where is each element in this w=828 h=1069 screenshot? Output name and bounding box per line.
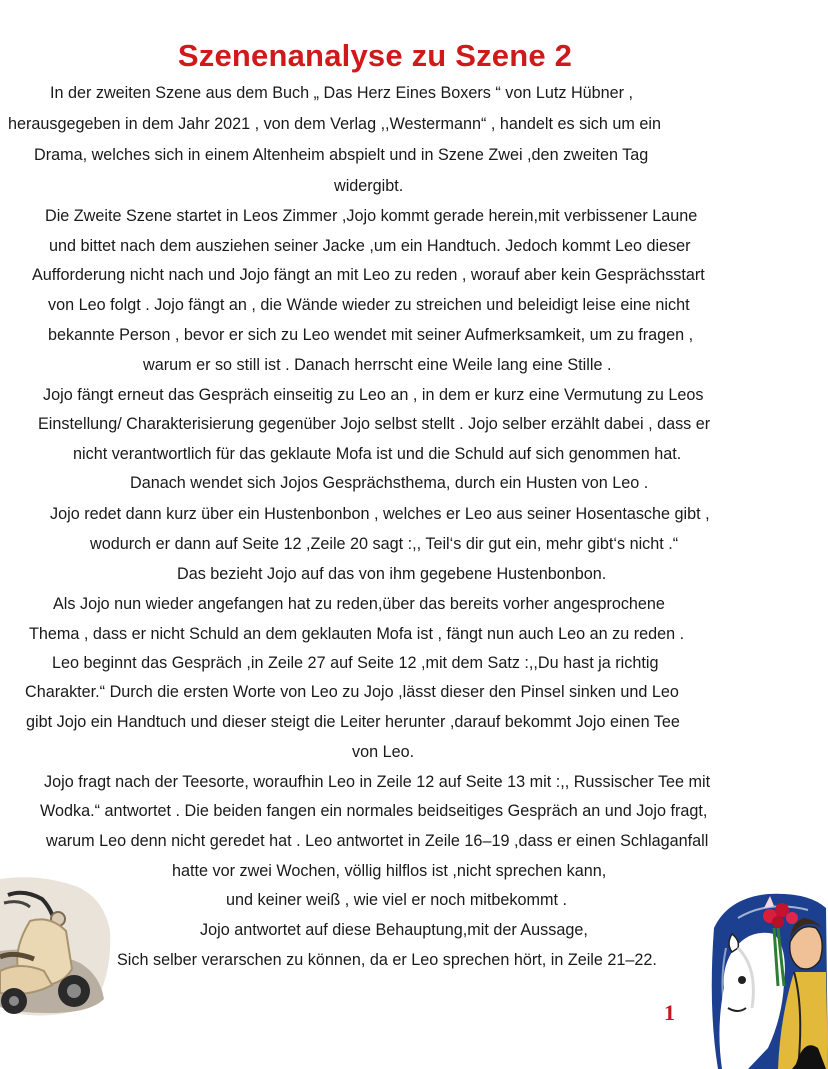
text-line: Jojo fängt erneut das Gespräch einseitig zu Leo an , in dem er kurz eine Vermutung zu Leos	[43, 386, 704, 404]
text-line: warum er so still ist . Danach herrscht eine Weile lang eine Stille .	[143, 356, 612, 374]
text-line: In der zweiten Szene aus dem Buch „ Das Herz Eines Boxers “ von Lutz Hübner ,	[50, 84, 634, 102]
text-line: Jojo antwortet auf diese Behauptung,mit der Aussage,	[200, 921, 588, 939]
text-line: Drama, welches sich in einem Altenheim abspielt und in Szene Zwei ,den zweiten Tag	[34, 146, 649, 164]
text-line: Jojo redet dann kurz über ein Hustenbonbon , welches er Leo aus seiner Hosentasche gibt ,	[50, 505, 710, 523]
text-line: Sich selber verarschen zu können, da er Leo sprechen hört, in Zeile 21–22.	[117, 951, 657, 969]
text-line: Leo beginnt das Gespräch ,in Zeile 27 auf Seite 12 ,mit dem Satz :,,Du hast ja richtig	[52, 654, 659, 672]
page-title: Szenenanalyse zu Szene 2	[177, 38, 573, 73]
horse-rider-with-roses-illustration	[708, 888, 828, 1069]
text-line: von Leo.	[352, 743, 415, 761]
text-line: gibt Jojo ein Handtuch und dieser steigt die Leiter herunter ,darauf bekommt Jojo einen Tee	[26, 713, 680, 731]
text-line: nicht verantwortlich für das geklaute Mofa ist und die Schuld auf sich genommen hat.	[73, 445, 682, 463]
text-line: bekannte Person , bevor er sich zu Leo wendet mit seiner Aufmerksamkeit, um zu fragen ,	[48, 326, 694, 344]
text-line: Charakter.“ Durch die ersten Worte von Leo zu Jojo ,lässt dieser den Pinsel sinken und Leo	[25, 683, 679, 701]
text-line: Wodka.“ antwortet . Die beiden fangen ein normales beidseitiges Gespräch an und Jojo fragt,	[40, 802, 708, 820]
scooter-illustration	[0, 873, 112, 1018]
text-line: widergibt.	[334, 177, 404, 195]
text-line: herausgegeben in dem Jahr 2021 , von dem Verlag ,,Westermann“ , handelt es sich um ein	[8, 115, 661, 133]
text-line: hatte vor zwei Wochen, völlig hilflos ist ,nicht sprechen kann,	[172, 862, 607, 880]
text-line: Thema , dass er nicht Schuld an dem geklauten Mofa ist , fängt nun auch Leo an zu reden .	[29, 625, 685, 643]
text-line: Danach wendet sich Jojos Gesprächsthema, durch ein Husten von Leo .	[130, 474, 649, 492]
page-number: 1	[664, 1000, 675, 1025]
text-line: und keiner weiß , wie viel er noch mitbekommt .	[226, 891, 567, 909]
text-line: Die Zweite Szene startet in Leos Zimmer ,Jojo kommt gerade herein,mit verbissener Laune	[45, 207, 698, 225]
text-line: und bittet nach dem ausziehen seiner Jacke ,um ein Handtuch. Jedoch kommt Leo dieser	[49, 237, 691, 255]
text-line: Aufforderung nicht nach und Jojo fängt an mit Leo zu reden , worauf aber kein Gesprächsstart	[32, 266, 705, 284]
text-line: Als Jojo nun wieder angefangen hat zu reden,über das bereits vorher angesprochene	[53, 595, 665, 613]
text-line: Einstellung/ Charakterisierung gegenüber Jojo selbst stellt . Jojo selber erzählt dabei , dass er	[38, 415, 711, 433]
text-line: warum Leo denn nicht geredet hat . Leo antwortet in Zeile 16–19 ,dass er einen Schlaganfall	[46, 832, 709, 850]
text-line: von Leo folgt . Jojo fängt an , die Wände wieder zu streichen und beleidigt leise eine nicht	[48, 296, 690, 314]
text-line: Das bezieht Jojo auf das von ihm gegebene Hustenbonbon.	[177, 565, 607, 583]
text-line: wodurch er dann auf Seite 12 ,Zeile 20 sagt :,, Teil‘s dir gut ein, mehr gibt‘s nicht .“	[90, 535, 679, 553]
text-line: Jojo fragt nach der Teesorte, woraufhin Leo in Zeile 12 auf Seite 13 mit :,, Russischer Tee mit	[44, 773, 711, 791]
